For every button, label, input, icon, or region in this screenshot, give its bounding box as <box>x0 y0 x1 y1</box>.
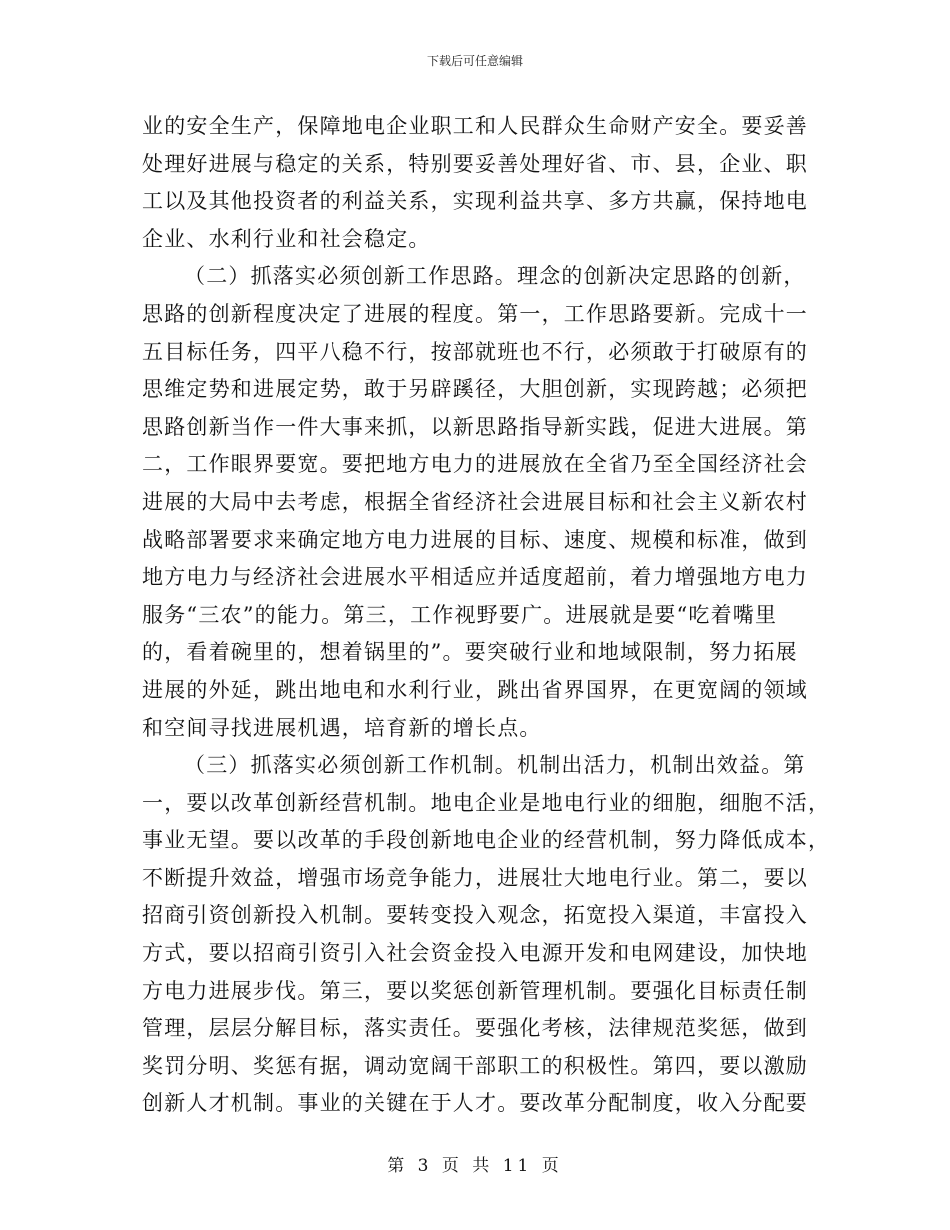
text-line: 招商引资创新投入机制。要转变投入观念，拓宽投入渠道，丰富投入 <box>142 903 808 928</box>
paragraph-heading-2: （二）抓落实必须创新工作思路。理念的创新决定思路的创新， <box>184 264 806 289</box>
text-line: 进展的大局中去考虑，根据全省经济社会进展目标和社会主义新农村 <box>142 489 808 514</box>
text-line: 管理，层层分解目标，落实责任。要强化考核，法律规范奖惩，做到 <box>142 1016 808 1041</box>
text-line: 思路的创新程度决定了进展的程度。第一，工作思路要新。完成十一 <box>142 301 808 326</box>
text-line: 和空间寻找进展机遇，培育新的增长点。 <box>142 715 542 740</box>
text-line: 不断提升效益，增强市场竞争能力，进展壮大地电行业。第二，要以 <box>142 865 808 890</box>
text-line: 奖罚分明、奖惩有据，调动宽阔干部职工的积极性。第四，要以激励 <box>142 1053 808 1078</box>
text-line: 方电力进展步伐。第三，要以奖惩创新管理机制。要强化目标责任制 <box>142 978 808 1003</box>
text-line: 服务“三农”的能力。第三，工作视野要广。进展就是要“吃着嘴里 <box>142 602 778 627</box>
text-line: 思维定势和进展定势，敢于另辟蹊径，大胆创新，实现跨越；必须把 <box>142 377 808 402</box>
text-line: 五目标任务，四平八稳不行，按部就班也不行，必须敢于打破原有的 <box>142 339 808 364</box>
text-line: 思路创新当作一件大事来抓，以新思路指导新实践，促进大进展。第 <box>142 414 808 439</box>
text-line: 一，要以改革创新经营机制。地电企业是地电行业的细胞，细胞不活， <box>142 790 831 815</box>
document-body <box>142 108 831 1123</box>
text-line: 业的安全生产，保障地电企业职工和人民群众生命财产安全。要妥善 <box>142 114 808 138</box>
text-line: 创新人才机制。事业的关键在于人才。要改革分配制度，收入分配要 <box>142 1091 808 1116</box>
page-header: 下载后可任意编辑 <box>426 54 523 68</box>
text-line: 的，看着碗里的，想着锅里的”。要突破行业和地域限制，努力拓展 <box>142 640 798 665</box>
text-line: 地方电力与经济社会进展水平相适应并适度超前，着力增强地方电力 <box>142 565 808 590</box>
text-line: 进展的外延，跳出地电和水利行业，跳出省界国界，在更宽阔的领域 <box>142 677 808 702</box>
page-number-footer: 第 3 页 共 11 页 <box>387 1156 563 1176</box>
text-line: 企业、水利行业和社会稳定。 <box>142 226 431 251</box>
text-line: 工以及其他投资者的利益关系，实现利益共享、多方共赢，保持地电 <box>142 189 808 214</box>
text-line: 方式，要以招商引资引入社会资金投入电源开发和电网建设，加快地 <box>142 941 808 966</box>
text-line: 事业无望。要以改革的手段创新地电企业的经营机制，努力降低成本， <box>142 828 831 853</box>
paragraph-heading-3: （三）抓落实必须创新工作机制。机制出活力，机制出效益。第 <box>184 753 806 778</box>
text-line: 战略部署要求来确定地方电力进展的目标、速度、规模和标准，做到 <box>142 527 808 552</box>
text-line: 二，工作眼界要宽。要把地方电力的进展放在全省乃至全国经济社会 <box>142 452 808 477</box>
text-line: 处理好进展与稳定的关系，特别要妥善处理好省、市、县，企业、职 <box>142 151 808 176</box>
